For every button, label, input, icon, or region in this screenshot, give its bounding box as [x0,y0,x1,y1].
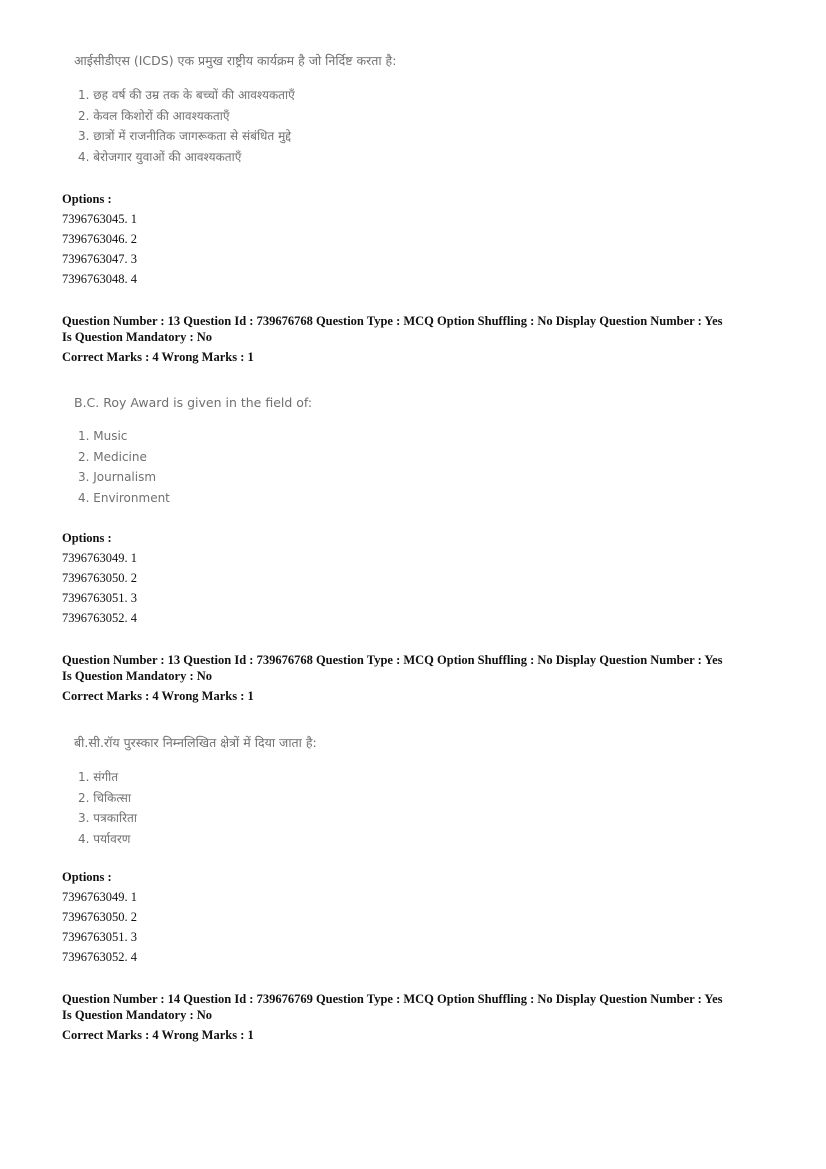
choice-item: 3. छात्रों में राजनीतिक जागरूकता से संबंधित मुद्दे [78,129,292,143]
question-image [62,395,312,508]
choice-item: 4. पर्यावरण [78,831,131,846]
question-stem: आईसीडीएस (ICDS) एक प्रमुख राष्ट्रीय कार्यक्रम है जो निर्दिष्ट करता है: [74,53,397,68]
options-section [62,189,137,289]
question-stem: बी.सी.रॉय पुरस्कार निम्नलिखित क्षेत्रों में दिया जाता है: [74,735,317,750]
options-label: Options : [62,192,112,206]
marks-line: Correct Marks : 4 Wrong Marks : 1 [62,689,254,703]
option-row: 7396763050. 2 [62,571,137,585]
choice-item: 2. केवल किशोरों की आवश्यकताएँ [78,108,230,123]
choice-item: 1. Music [78,429,128,443]
question-image [62,734,317,849]
option-row: 7396763047. 3 [62,252,137,266]
options-label: Options : [62,531,112,545]
option-row: 7396763051. 3 [62,591,137,605]
question-meta-line: Question Number : 14 Question Id : 739676769 Question Type : MCQ Option Shuffling : No Display Question Number : Yes [62,992,723,1006]
option-row: 7396763048. 4 [62,272,137,286]
option-row: 7396763049. 1 [62,551,137,565]
choice-list [62,426,312,508]
option-row: 7396763052. 4 [62,950,137,964]
marks-line: Correct Marks : 4 Wrong Marks : 1 [62,350,254,364]
option-row: 7396763046. 2 [62,232,137,246]
choice-item: 2. Medicine [78,449,147,464]
options-label: Options : [62,870,112,884]
option-row: 7396763049. 1 [62,890,137,904]
question-meta [62,313,782,365]
question-meta [62,991,782,1043]
choice-item: 4. Environment [78,490,170,505]
option-row: 7396763045. 1 [62,212,137,226]
question-stem: B.C. Roy Award is given in the field of: [74,395,313,410]
question-meta-line: Question Number : 13 Question Id : 739676768 Question Type : MCQ Option Shuffling : No Display Question Number : Yes [62,314,723,328]
choice-item: 1. संगीत [78,770,119,784]
mandatory-line: Is Question Mandatory : No [62,1008,213,1022]
mandatory-line: Is Question Mandatory : No [62,669,213,683]
choice-list [62,767,317,849]
choice-item: 1. छह वर्ष की उम्र तक के बच्चों की आवश्यकताएँ [78,88,295,102]
option-row: 7396763050. 2 [62,910,137,924]
options-section [62,867,137,967]
marks-line: Correct Marks : 4 Wrong Marks : 1 [62,1028,254,1042]
choice-list [62,85,396,167]
question-image [62,52,396,167]
options-section [62,528,137,628]
mandatory-line: Is Question Mandatory : No [62,330,213,344]
choice-item: 3. Journalism [78,470,157,484]
option-row: 7396763051. 3 [62,930,137,944]
question-meta [62,652,782,704]
choice-item: 4. बेरोजगार युवाओं की आवश्यकताएँ [78,149,242,164]
choice-item: 2. चिकित्सा [78,790,131,805]
option-row: 7396763052. 4 [62,611,137,625]
question-meta-line: Question Number : 13 Question Id : 739676768 Question Type : MCQ Option Shuffling : No Display Question Number : Yes [62,653,723,667]
choice-item: 3. पत्रकारिता [78,811,137,825]
